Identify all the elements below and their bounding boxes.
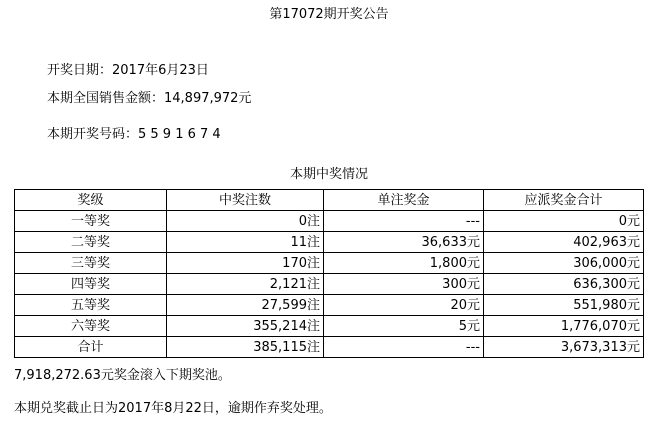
row-total: 551,980元: [484, 295, 644, 316]
table-row: [15, 295, 644, 316]
table-header-row: [15, 190, 644, 211]
table-row: [15, 274, 644, 295]
rollover-note: 7,918,272.63元奖金滚入下期奖池。: [14, 368, 231, 383]
row-level: 四等奖: [15, 274, 167, 295]
header-level: 奖级: [15, 190, 167, 211]
row-count: 27,599注: [167, 295, 324, 316]
row-count: 170注: [167, 253, 324, 274]
total-prize: ---: [324, 337, 484, 358]
table-title: 本期中奖情况: [289, 167, 368, 182]
deadline-note: 本期兑奖截止日为2017年8月22日，逾期作弃奖处理。: [14, 401, 332, 416]
row-count: 0注: [167, 211, 324, 232]
row-total: 0元: [484, 211, 644, 232]
total-count: 385,115注: [167, 337, 324, 358]
sales-amount: 本期全国销售金额：14,897,972元: [47, 91, 252, 106]
row-prize: 300元: [324, 274, 484, 295]
row-count: 11注: [167, 232, 324, 253]
draw-date: 开奖日期：2017年6月23日: [47, 63, 209, 78]
row-count: 2,121注: [167, 274, 324, 295]
row-level: 二等奖: [15, 232, 167, 253]
row-total: 402,963元: [484, 232, 644, 253]
row-total: 306,000元: [484, 253, 644, 274]
row-total: 1,776,070元: [484, 316, 644, 337]
row-prize: ---: [324, 211, 484, 232]
table-row: [15, 211, 644, 232]
row-prize: 1,800元: [324, 253, 484, 274]
winning-numbers: 本期开奖号码：5 5 9 1 6 7 4: [47, 127, 221, 142]
row-total: 636,300元: [484, 274, 644, 295]
prize-table: [14, 189, 644, 358]
page-title: 第17072期开奖公告: [269, 7, 389, 22]
row-level: 六等奖: [15, 316, 167, 337]
row-prize: 5元: [324, 316, 484, 337]
row-level: 五等奖: [15, 295, 167, 316]
total-amount: 3,673,313元: [484, 337, 644, 358]
row-level: 三等奖: [15, 253, 167, 274]
header-total: 应派奖金合计: [484, 190, 644, 211]
table-row: [15, 316, 644, 337]
row-count: 355,214注: [167, 316, 324, 337]
header-prize: 单注奖金: [324, 190, 484, 211]
table-row: [15, 232, 644, 253]
row-prize: 20元: [324, 295, 484, 316]
total-label: 合计: [15, 337, 167, 358]
row-prize: 36,633元: [324, 232, 484, 253]
header-count: 中奖注数: [167, 190, 324, 211]
table-row: [15, 253, 644, 274]
table-total-row: [15, 337, 644, 358]
row-level: 一等奖: [15, 211, 167, 232]
